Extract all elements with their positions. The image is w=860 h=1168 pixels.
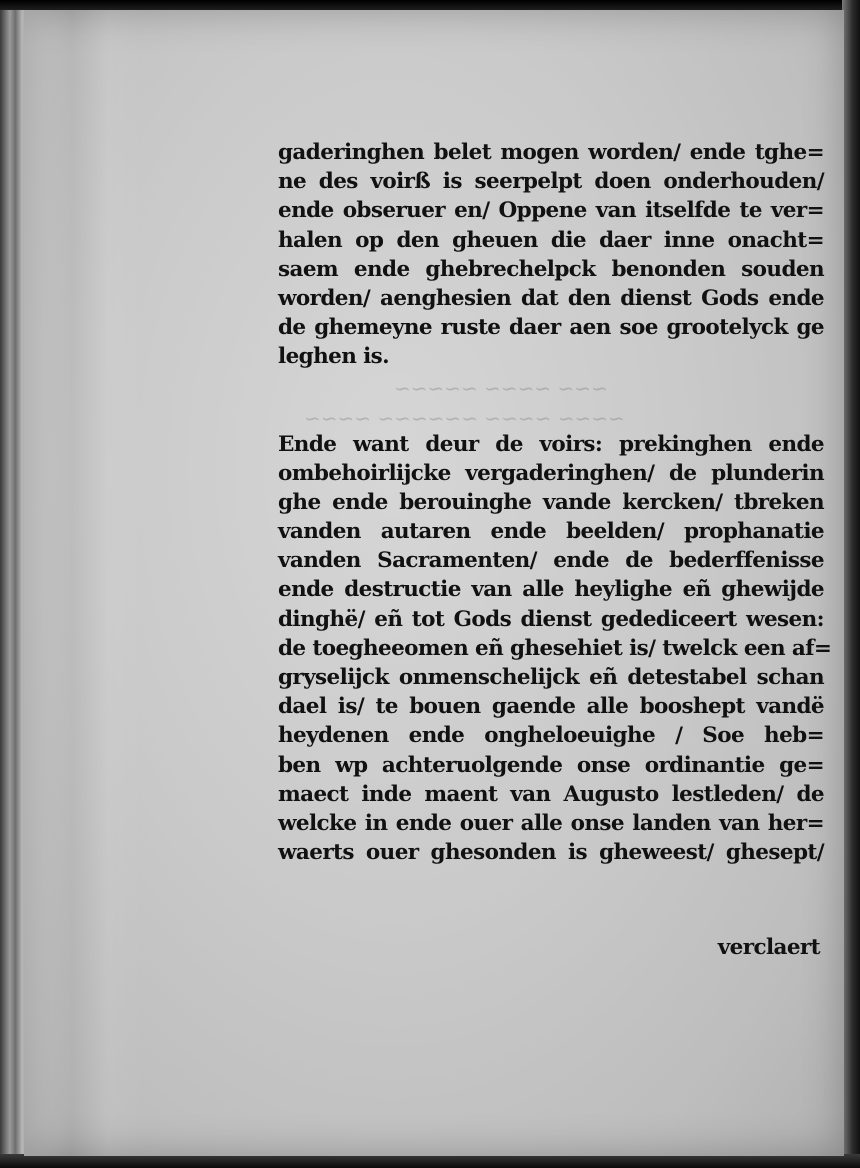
text-line: leghen is. bbox=[278, 344, 390, 370]
text-line: waerts ouer ghesonden is gheweest/ ghesept/ bbox=[278, 840, 824, 866]
text-line: maect inde maent van Augusto lestleden/ de bbox=[278, 781, 824, 807]
text-line: gryselijck onmenschelijck eñ detestabel schan bbox=[278, 665, 824, 690]
text-line: heydenen ende ongheloeuighe / Soe heb= bbox=[278, 723, 824, 749]
text-line: de toegheeomen eñ ghesehiet is/ twelck een af= bbox=[278, 635, 832, 661]
text-line: vanden autaren ende beelden/ prophanatie bbox=[278, 519, 824, 545]
text-column bbox=[278, 138, 832, 867]
text-line: ne des voirß is seerpelpt doen onderhouden/ bbox=[278, 169, 824, 195]
text-line: ende obseruer en/ Oppene van itselfde te ver= bbox=[278, 198, 824, 224]
paragraph-gap bbox=[278, 372, 824, 430]
text-line: dinghë/ eñ tot Gods dienst gedediceert wesen: bbox=[278, 606, 824, 632]
catchword: verclaert bbox=[717, 935, 820, 960]
text-line: halen op den gheuen die daer inne onacht= bbox=[278, 227, 824, 253]
text-line: worden/ aenghesien dat den dienst Gods ende bbox=[278, 285, 824, 311]
bottom-edge-shadow bbox=[0, 1154, 860, 1168]
text-line: ombehoirlijcke vergaderinghen/ de plunderin bbox=[278, 460, 824, 486]
show-through-text: ~~~~ ~~~~ ~~~~~~ ~~~~ bbox=[304, 406, 625, 430]
text-line: ben wp achteruolgende onse ordinantie ge= bbox=[278, 752, 824, 778]
text-line: saem ende ghebrechelpck benonden souden bbox=[278, 256, 824, 282]
text-line: vanden Sacramenten/ ende de bederffenisse bbox=[278, 548, 824, 574]
paper-sheet bbox=[24, 10, 844, 1156]
text-line: welcke in ende ouer alle onse landen van her= bbox=[278, 810, 824, 836]
text-line: ghe ende berouinghe vande kercken/ tbreken bbox=[278, 489, 824, 515]
show-through-text: ~~~ ~~~~ ~~~~~ bbox=[394, 376, 608, 400]
text-line: dael is/ te bouen gaende alle booshept vandë bbox=[278, 694, 824, 720]
text-line: de ghemeyne ruste daer aen soe grootelyck ge bbox=[278, 315, 824, 341]
text-line: ende destructie van alle heylighe eñ ghewijde bbox=[278, 577, 824, 603]
paper-fold-shading bbox=[24, 10, 144, 1156]
text-line: Ende want deur de voirs: prekinghen ende bbox=[278, 431, 824, 457]
text-line: gaderinghen belet mogen worden/ ende tghe= bbox=[278, 140, 824, 165]
right-edge-shadow bbox=[842, 0, 860, 1168]
